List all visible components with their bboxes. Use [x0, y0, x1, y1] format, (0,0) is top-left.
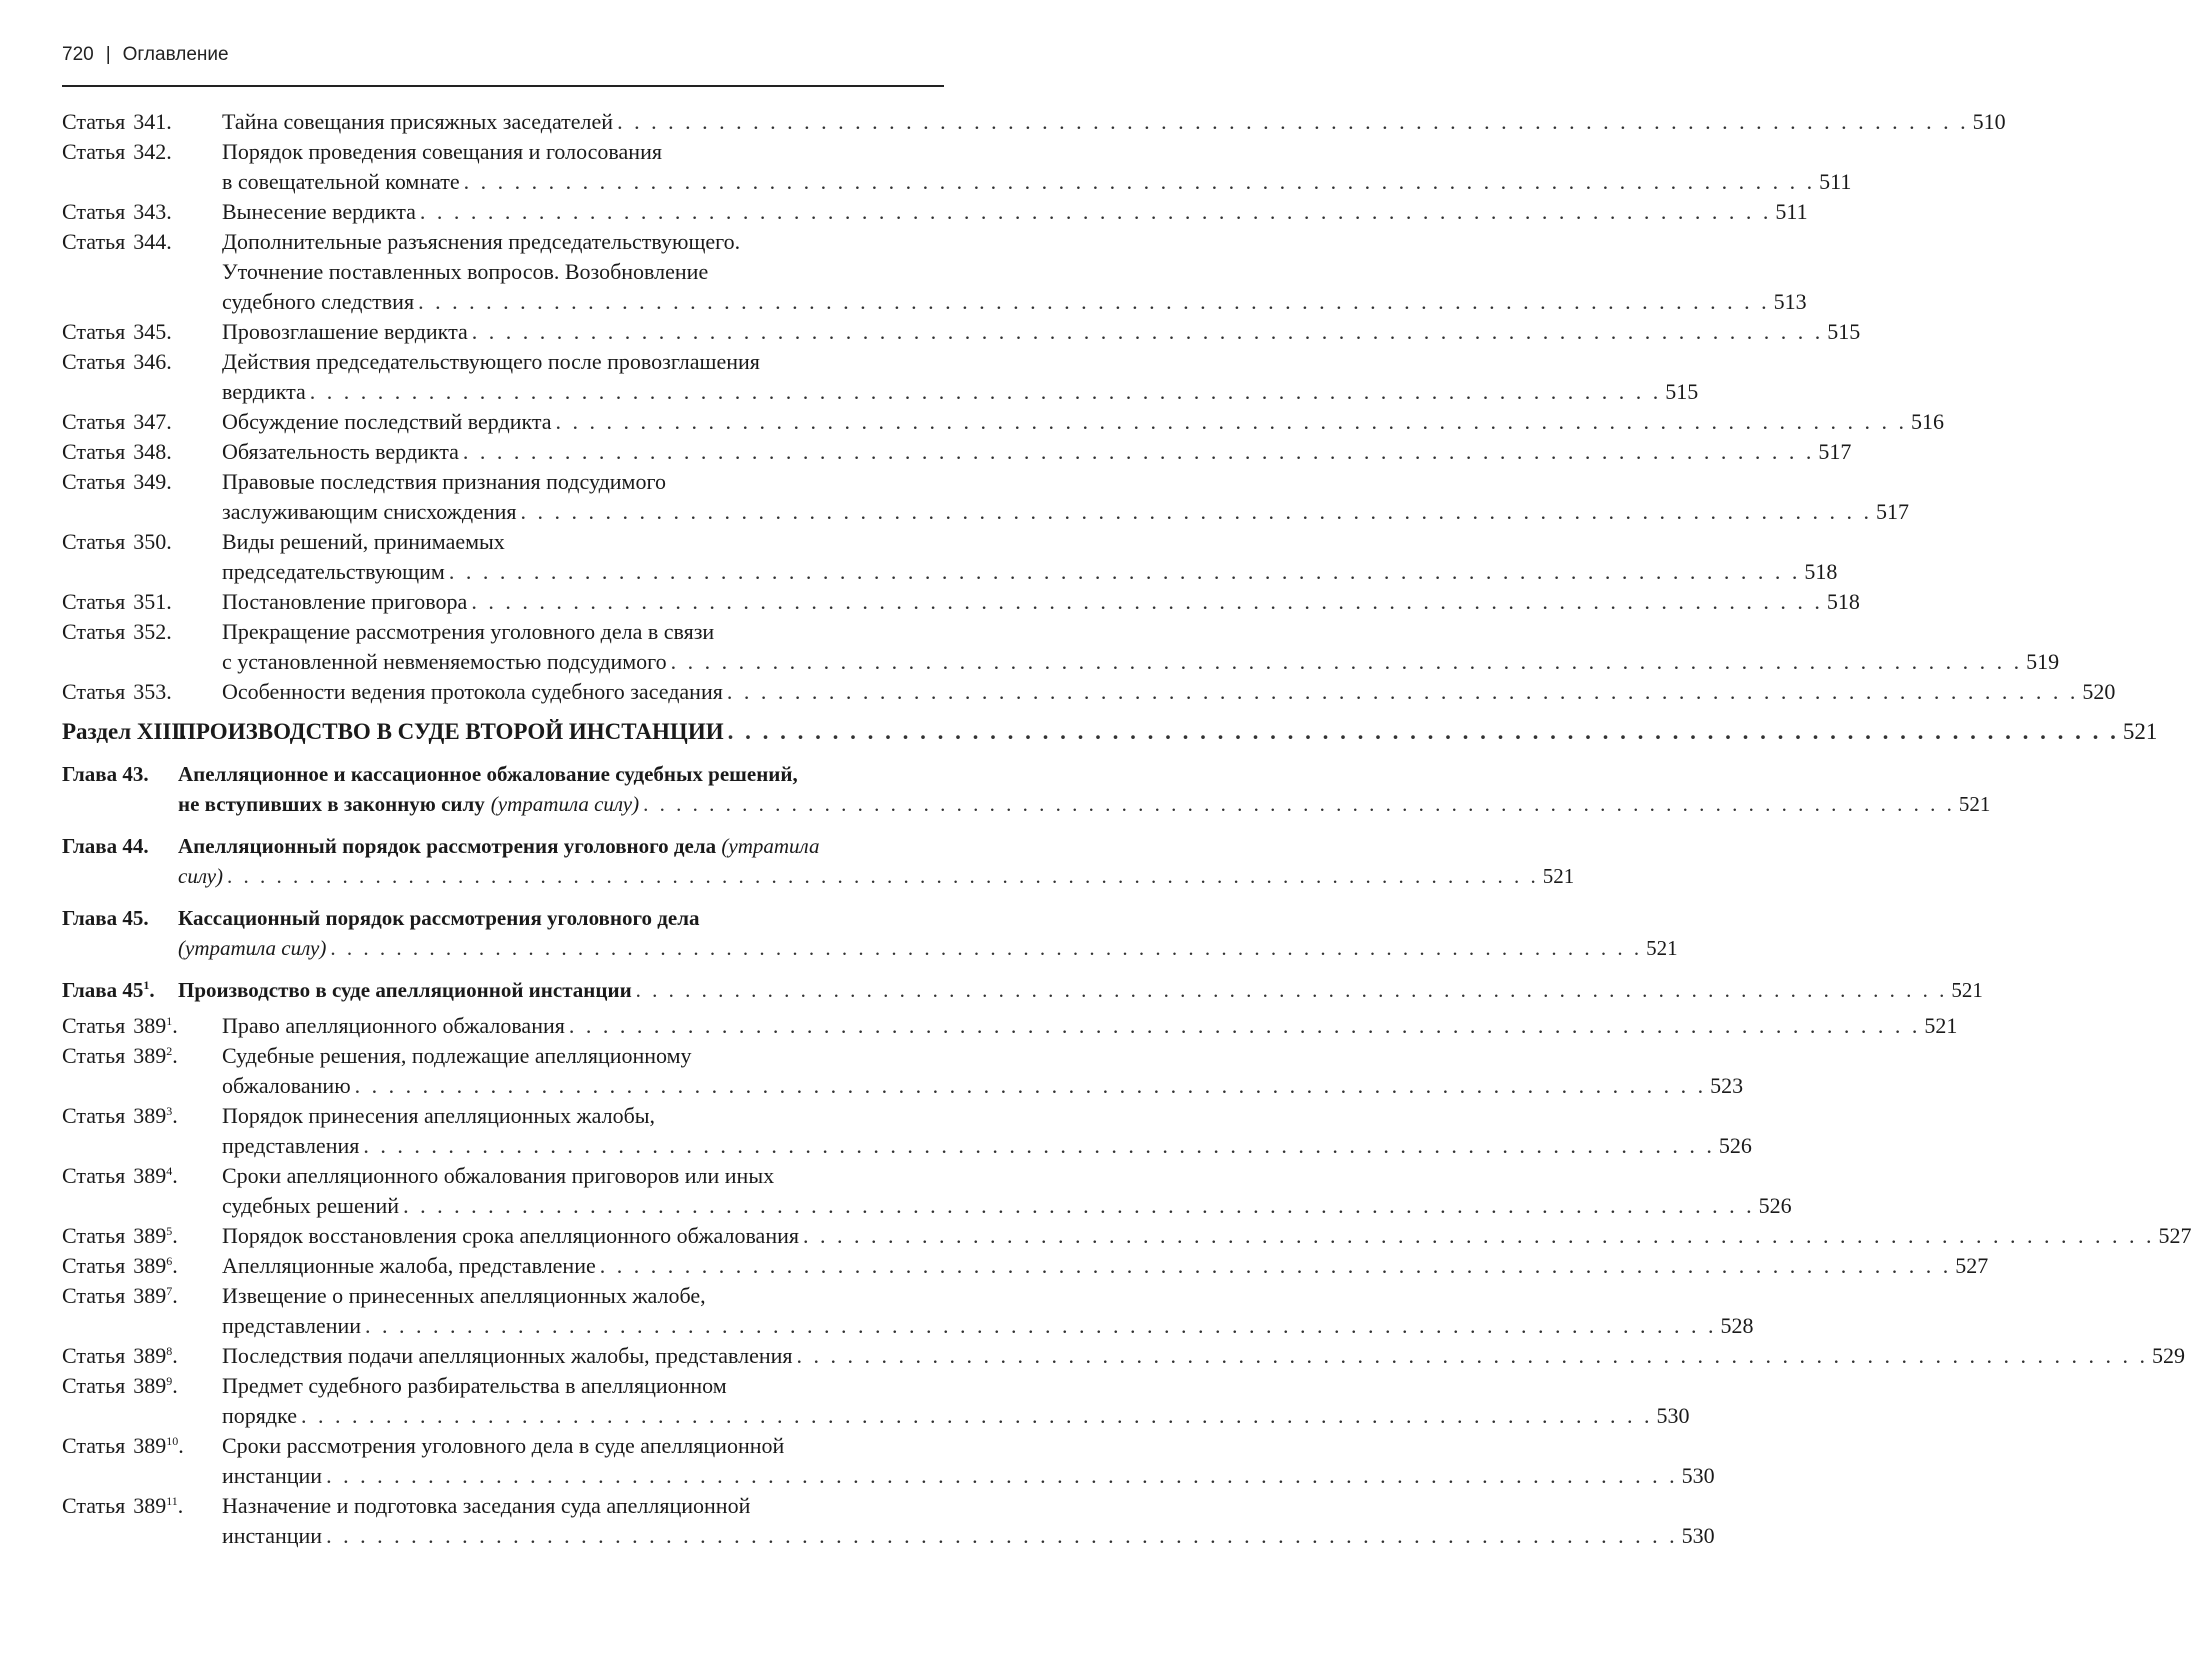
toc-entry[interactable]: [62, 227, 1807, 317]
chapter-note: (утратила: [721, 834, 820, 858]
toc-entry-body: [222, 407, 1945, 437]
chapter-title-text: Апелляционный порядок рассмотрения уголовного дела: [178, 834, 717, 858]
chapter-page: 521: [1951, 978, 1983, 1002]
toc-entry-body: [222, 227, 1807, 317]
article-label: Статья $389^7$.: [62, 1283, 178, 1308]
article-number: 389: [133, 1493, 167, 1518]
toc-entry-body: [222, 587, 1860, 617]
toc-entry-title: судебного следствия: [222, 289, 415, 314]
toc-entry-body: [222, 617, 2060, 677]
header-rule: [62, 85, 944, 87]
article-number: 343.: [133, 199, 172, 224]
toc-entry-page: 511: [1775, 199, 1808, 224]
toc-entry-title: Обсуждение последствий вердикта: [222, 409, 552, 434]
toc-entry-title-line: Прекращение рассмотрения уголовного дела в связи: [222, 619, 715, 644]
article-label: Статья $389^4$.: [62, 1163, 178, 1188]
toc-entry-last-line: [222, 647, 2060, 677]
toc-entry-page: 520: [2082, 679, 2116, 704]
dot-leader: . . . . . . . . . . . . . . . . . . . . . . . . . . . . . . . . . . . . . . . . . . . . . . . . . . . . . . . . . . . . . . . . . . . . . . . . . . . . . . . .: [354, 1073, 1707, 1098]
article-word: Статья: [62, 1163, 126, 1188]
toc-entry-page: 523: [1710, 1073, 1744, 1098]
chapter-entry[interactable]: [62, 975, 1983, 1005]
toc-entry-page: 518: [1826, 589, 1860, 614]
chapter-title-line: [178, 903, 944, 933]
toc-entry-page: 513: [1773, 289, 1807, 314]
dot-leader: . . . . . . . . . . . . . . . . . . . . . . . . . . . . . . . . . . . . . . . . . . . . . . . . . . . . . . . . . . . . . . . . . . . . . . . . . . . . . . . .: [643, 792, 1955, 816]
chapter-last-line: [178, 789, 1991, 819]
article-word: Статья: [62, 1493, 126, 1518]
toc-entry[interactable]: [62, 1161, 1792, 1221]
article-superscript: 3: [166, 1104, 173, 1118]
chapter-number: Глава 43.: [62, 762, 149, 786]
toc-entry-title-line: Предмет судебного разбирательства в апелляционном: [222, 1373, 727, 1398]
article-label: [62, 407, 222, 437]
article-number: 389: [133, 1253, 167, 1278]
dot-leader: . . . . . . . . . . . . . . . . . . . . . . . . . . . . . . . . . . . . . . . . . . . . . . . . . . . . . . . . . . . . . . . . . . . . . . . . . . . . . . . .: [326, 1463, 1678, 1488]
toc-entry-title: Порядок восстановления срока апелляционного обжалования: [222, 1223, 799, 1248]
toc-entry-title: с установленной невменяемостью подсудимого: [222, 649, 667, 674]
dot-leader: . . . . . . . . . . . . . . . . . . . . . . . . . . . . . . . . . . . . . . . . . . . . . . . . . . . . . . . . . . . . . . . . . . . . . . . . . . . . . . . .: [301, 1403, 1653, 1428]
toc-entry[interactable]: [62, 1221, 2191, 1251]
article-label: Статья $389^{10}$.: [62, 1433, 184, 1458]
article-word: Статья: [62, 229, 126, 254]
article-label: [62, 317, 222, 347]
article-label: [62, 107, 222, 137]
chapter-suffix: .: [149, 978, 155, 1002]
toc-entry[interactable]: [62, 197, 1808, 227]
chapter-note: (утратила силу): [178, 936, 327, 960]
toc-entry-body: [222, 1101, 1752, 1161]
toc-entry-title: председательствующим: [222, 559, 445, 584]
article-number: 341.: [133, 109, 172, 134]
article-label: [62, 137, 222, 197]
toc-entry-body: [222, 107, 2006, 137]
toc-entry-last-line: [222, 677, 2116, 707]
chapter-title-text: Апелляционное и кассационное обжалование судебных решений,: [178, 762, 798, 786]
dot-leader: . . . . . . . . . . . . . . . . . . . . . . . . . . . . . . . . . . . . . . . . . . . . . . . . . . . . . . . . . . . . . . . . . . . . . . . . . . . . . . . .: [635, 978, 1948, 1002]
chapter-entry[interactable]: [62, 831, 1575, 891]
toc-entry-body: [222, 1341, 2185, 1371]
toc-entry-title-line: Дополнительные разъяснения председательствующего.: [222, 229, 741, 254]
chapter-last-line: [178, 861, 1575, 891]
chapter-title-text: Производство в суде апелляционной инстанции: [178, 978, 632, 1002]
section-body: [178, 717, 2158, 747]
toc-entry[interactable]: [62, 467, 1910, 527]
toc-entry[interactable]: [62, 1041, 1744, 1101]
article-word: Статья: [62, 1343, 126, 1368]
toc-entry-title: представлении: [222, 1313, 362, 1338]
toc-entry-last-line: [178, 717, 2158, 747]
dot-leader: . . . . . . . . . . . . . . . . . . . . . . . . . . . . . . . . . . . . . . . . . . . . . . . . . . . . . . . . . . . . . . . . . . . . . . . . . . . . . . . .: [403, 1193, 1755, 1218]
toc-entry-page: 527: [1955, 1253, 1989, 1278]
dot-leader: . . . . . . . . . . . . . . . . . . . . . . . . . . . . . . . . . . . . . . . . . . . . . . . . . . . . . . . . . . . . . . . . . . . . . . . . . . . . . . . .: [471, 589, 1823, 614]
toc-entry-body: [222, 137, 1852, 197]
article-number: 389: [133, 1103, 167, 1128]
article-word: Статья: [62, 139, 126, 164]
article-number: 351.: [133, 589, 172, 614]
toc-entry-last-line: [222, 1311, 1754, 1341]
article-label: [62, 347, 222, 407]
article-number: 353.: [133, 679, 172, 704]
toc-entry-body: [222, 1041, 1744, 1101]
toc-entry[interactable]: [62, 587, 1860, 617]
toc-entry-last-line: [222, 557, 1838, 587]
article-word: Статья: [62, 409, 126, 434]
article-word: Статья: [62, 1283, 126, 1308]
article-number: 348.: [133, 439, 172, 464]
chapter-number: Глава 45.: [62, 906, 149, 930]
toc-entry-page: 517: [1818, 439, 1852, 464]
toc-entry-title-line: Виды решений, принимаемых: [222, 529, 505, 554]
article-superscript: 2: [166, 1044, 173, 1058]
toc-entry-body: [222, 437, 1852, 467]
article-label: [62, 587, 222, 617]
article-label: Статья $389^1$.: [62, 1013, 178, 1038]
chapter-label: [62, 975, 178, 1005]
toc-entry-last-line: [222, 1221, 2191, 1251]
article-number: 344.: [133, 229, 172, 254]
toc-entry-page: 511: [1819, 169, 1852, 194]
chapter-body: [178, 831, 1575, 891]
chapter-label: [62, 831, 178, 891]
toc-entry-page: 526: [1758, 1193, 1792, 1218]
dot-leader: . . . . . . . . . . . . . . . . . . . . . . . . . . . . . . . . . . . . . . . . . . . . . . . . . . . . . . . . . . . . . . . . . . . . . . . . . . . . . . . .: [726, 679, 2079, 704]
article-word: Статья: [62, 1103, 126, 1128]
dot-leader: . . . . . . . . . . . . . . . . . . . . . . . . . . . . . . . . . . . . . . . . . . . . . . . . . . . . . . . . . . . . . . . . . . . . . . . . . . . . . . . .: [555, 409, 1908, 434]
toc-entry-page: 510: [1972, 109, 2006, 134]
toc-entry-page: 517: [1876, 499, 1910, 524]
toc-entry-title-line: Действия председательствующего после провозглашения: [222, 349, 760, 374]
article-number: 347.: [133, 409, 172, 434]
toc-entry-page: 519: [2026, 649, 2060, 674]
toc-entry-body: [222, 1011, 1958, 1041]
article-word: Статья: [62, 349, 126, 374]
toc-entry[interactable]: [62, 617, 2060, 677]
chapter-number: Глава 44.: [62, 834, 149, 858]
article-number: 352.: [133, 619, 172, 644]
dot-leader: . . . . . . . . . . . . . . . . . . . . . . . . . . . . . . . . . . . . . . . . . . . . . . . . . . . . . . . . . . . . . . . . . . . . . . . . . . . . . . . .: [727, 719, 2119, 744]
toc-entry-body: [222, 1251, 1989, 1281]
chapter-entry[interactable]: [62, 759, 1991, 819]
article-word: Статья: [62, 1253, 126, 1278]
toc-entry-title-line: Порядок проведения совещания и голосования: [222, 139, 662, 164]
toc-entry[interactable]: [62, 1341, 2185, 1371]
dot-leader: . . . . . . . . . . . . . . . . . . . . . . . . . . . . . . . . . . . . . . . . . . . . . . . . . . . . . . . . . . . . . . . . . . . . . . . . . . . . . . . .: [463, 169, 1816, 194]
article-label: Статья $389^3$.: [62, 1103, 178, 1128]
section-heading[interactable]: [62, 717, 2158, 747]
article-superscript: 6: [166, 1254, 173, 1268]
toc-entry-page: 521: [1924, 1013, 1958, 1038]
toc-entry-title: судебных решений: [222, 1193, 400, 1218]
dot-leader: . . . . . . . . . . . . . . . . . . . . . . . . . . . . . . . . . . . . . . . . . . . . . . . . . . . . . . . . . . . . . . . . . . . . . . . . . . . . . . . .: [227, 864, 1539, 888]
chapter-page: 521: [1646, 936, 1678, 960]
toc-entry-page: 521: [2122, 719, 2158, 744]
page-number: 720: [62, 44, 94, 65]
toc-entry[interactable]: [62, 347, 1699, 407]
toc-entry[interactable]: [62, 137, 1852, 197]
toc-entry-title: представления: [222, 1133, 360, 1158]
toc-entry-last-line: [222, 1461, 1715, 1491]
toc-entry[interactable]: [62, 1491, 1715, 1551]
article-word: Статья: [62, 1043, 126, 1068]
toc-entry-body: [222, 317, 1861, 347]
article-word: Статья: [62, 319, 126, 344]
toc-entry-page: 516: [1911, 409, 1945, 434]
article-word: Статья: [62, 589, 126, 614]
toc-entry[interactable]: [62, 1431, 1715, 1491]
article-word: Статья: [62, 529, 126, 554]
article-superscript: 5: [166, 1224, 173, 1238]
toc-entry-title: Последствия подачи апелляционных жалобы, представления: [222, 1343, 793, 1368]
article-number: 389: [133, 1043, 167, 1068]
toc-entry-title: ПРОИЗВОДСТВО В СУДЕ ВТОРОЙ ИНСТАНЦИИ: [178, 719, 724, 744]
toc-entry[interactable]: [62, 1251, 1989, 1281]
article-word: Статья: [62, 679, 126, 704]
chapter-label: [62, 903, 178, 963]
toc-entry-body: [222, 677, 2116, 707]
article-number: 346.: [133, 349, 172, 374]
chapter-note: силу): [178, 864, 224, 888]
article-label: [62, 197, 222, 227]
toc-entry-title-line: Правовые последствия признания подсудимого: [222, 469, 666, 494]
toc-entry-last-line: [222, 1191, 1792, 1221]
article-superscript: 4: [166, 1164, 173, 1178]
toc-entry-last-line: [222, 587, 1860, 617]
toc-entry-title: Вынесение вердикта: [222, 199, 416, 224]
toc-entry-title: Апелляционные жалоба, представление: [222, 1253, 596, 1278]
chapter-label: [62, 759, 178, 819]
article-word: Статья: [62, 199, 126, 224]
toc-entry-page: 527: [2158, 1223, 2191, 1248]
dot-leader: . . . . . . . . . . . . . . . . . . . . . . . . . . . . . . . . . . . . . . . . . . . . . . . . . . . . . . . . . . . . . . . . . . . . . . . . . . . . . . . .: [568, 1013, 1921, 1038]
article-label: Статья $389^5$.: [62, 1223, 178, 1248]
dot-leader: . . . . . . . . . . . . . . . . . . . . . . . . . . . . . . . . . . . . . . . . . . . . . . . . . . . . . . . . . . . . . . . . . . . . . . . . . . . . . . . .: [520, 499, 1873, 524]
chapter-body: [178, 975, 1983, 1005]
article-number: 389: [133, 1013, 167, 1038]
toc-entry-last-line: [222, 197, 1808, 227]
toc-entry-title: в совещательной комнате: [222, 169, 460, 194]
toc-entry-last-line: [222, 287, 1807, 317]
chapter-page: 521: [1958, 792, 1991, 816]
chapter-page: 521: [1542, 864, 1575, 888]
article-word: Статья: [62, 439, 126, 464]
toc-entry[interactable]: [62, 317, 1861, 347]
toc-entry[interactable]: [62, 527, 1838, 587]
article-label: Статья $389^9$.: [62, 1373, 178, 1398]
toc-entry-body: [222, 527, 1838, 587]
toc-entry-page: 515: [1827, 319, 1861, 344]
toc-entry[interactable]: [62, 1011, 1958, 1041]
toc-entry[interactable]: [62, 1281, 1754, 1341]
chapter-last-line: [178, 975, 1983, 1005]
toc-entry-last-line: [222, 1341, 2185, 1371]
header-separator: |: [105, 44, 111, 65]
dot-leader: . . . . . . . . . . . . . . . . . . . . . . . . . . . . . . . . . . . . . . . . . . . . . . . . . . . . . . . . . . . . . . . . . . . . . . . . . . . . . . . .: [363, 1133, 1715, 1158]
article-number: 389: [133, 1223, 167, 1248]
toc-entry-last-line: [222, 437, 1852, 467]
toc-entry-title: порядке: [222, 1403, 297, 1428]
toc-entry-title: вердикта: [222, 379, 306, 404]
toc-entry-title-line: Уточнение поставленных вопросов. Возобновление: [222, 259, 709, 284]
dot-leader: . . . . . . . . . . . . . . . . . . . . . . . . . . . . . . . . . . . . . . . . . . . . . . . . . . . . . . . . . . . . . . . . . . . . . . . . . . . . . . . .: [462, 439, 1815, 464]
toc-entry-title: обжалованию: [222, 1073, 351, 1098]
toc-entry-last-line: [222, 497, 1910, 527]
toc-entry[interactable]: [62, 407, 1945, 437]
toc-entry[interactable]: [62, 1371, 1690, 1431]
article-label: [62, 467, 222, 527]
article-label: [62, 677, 222, 707]
article-number: 389: [133, 1163, 167, 1188]
dot-leader: . . . . . . . . . . . . . . . . . . . . . . . . . . . . . . . . . . . . . . . . . . . . . . . . . . . . . . . . . . . . . . . . . . . . . . . . . . . . . . . .: [471, 319, 1824, 344]
toc-entry-page: 530: [1681, 1523, 1715, 1548]
article-superscript: 8: [166, 1344, 173, 1358]
toc-entry-title: Право апелляционного обжалования: [222, 1013, 565, 1038]
article-number: 389: [133, 1433, 167, 1458]
toc-entry-body: [222, 347, 1699, 407]
chapter-title-line: [178, 831, 944, 861]
chapter-title-text: не вступивших в законную силу: [178, 792, 485, 816]
toc-entry[interactable]: [62, 107, 2006, 137]
article-number: 350.: [133, 529, 172, 554]
chapter-entry[interactable]: [62, 903, 1678, 963]
dot-leader: . . . . . . . . . . . . . . . . . . . . . . . . . . . . . . . . . . . . . . . . . . . . . . . . . . . . . . . . . . . . . . . . . . . . . . . . . . . . . . . .: [796, 1343, 2148, 1368]
article-label: [62, 227, 222, 317]
toc-entry-body: [222, 1281, 1754, 1341]
article-word: Статья: [62, 619, 126, 644]
toc-entry-body: [222, 1491, 1715, 1551]
article-label: [62, 617, 222, 677]
toc-entry-body: [222, 467, 1910, 527]
dot-leader: . . . . . . . . . . . . . . . . . . . . . . . . . . . . . . . . . . . . . . . . . . . . . . . . . . . . . . . . . . . . . . . . . . . . . . . . . . . . . . . .: [365, 1313, 1717, 1338]
toc-entry-last-line: [222, 377, 1699, 407]
toc-entry-title-line: Сроки рассмотрения уголовного дела в суде апелляционной: [222, 1433, 785, 1458]
toc-entry-title: Постановление приговора: [222, 589, 468, 614]
article-superscript: 1: [166, 1014, 173, 1028]
dot-leader: . . . . . . . . . . . . . . . . . . . . . . . . . . . . . . . . . . . . . . . . . . . . . . . . . . . . . . . . . . . . . . . . . . . . . . . . . . . . . . . .: [599, 1253, 1952, 1278]
article-number: 389: [133, 1283, 167, 1308]
article-word: Статья: [62, 1433, 126, 1458]
toc-entry-body: [222, 197, 1808, 227]
toc-entry-last-line: [222, 1011, 1958, 1041]
toc-entry-page: 528: [1720, 1313, 1754, 1338]
toc-entry-title-line: Назначение и подготовка заседания суда апелляционной: [222, 1493, 751, 1518]
section-label: Раздел XIII.: [62, 719, 187, 744]
article-label: Статья $389^6$.: [62, 1253, 178, 1278]
toc-entry-title-line: Судебные решения, подлежащие апелляционному: [222, 1043, 692, 1068]
toc-entry-page: 526: [1718, 1133, 1752, 1158]
article-word: Статья: [62, 1013, 126, 1038]
toc-entry-body: [222, 1221, 2191, 1251]
article-superscript: 9: [166, 1374, 173, 1388]
toc-entry-last-line: [222, 407, 1945, 437]
chapter-body: [178, 903, 1678, 963]
chapter-last-line: [178, 933, 1678, 963]
article-number: 342.: [133, 139, 172, 164]
toc-entry-last-line: [222, 1071, 1744, 1101]
article-label: [62, 527, 222, 587]
dot-leader: . . . . . . . . . . . . . . . . . . . . . . . . . . . . . . . . . . . . . . . . . . . . . . . . . . . . . . . . . . . . . . . . . . . . . . . . . . . . . . . .: [670, 649, 2023, 674]
article-superscript: 11: [166, 1494, 178, 1508]
toc-entry-title: Провозглашение вердикта: [222, 319, 468, 344]
article-word: Статья: [62, 1223, 126, 1248]
article-word: Статья: [62, 1373, 126, 1398]
article-label: Статья $389^8$.: [62, 1343, 178, 1368]
article-number: 389: [133, 1343, 167, 1368]
dot-leader: . . . . . . . . . . . . . . . . . . . . . . . . . . . . . . . . . . . . . . . . . . . . . . . . . . . . . . . . . . . . . . . . . . . . . . . . . . . . . . . .: [326, 1523, 1678, 1548]
toc-entry-title-line: Сроки апелляционного обжалования приговоров или иных: [222, 1163, 775, 1188]
article-superscript: 7: [166, 1284, 173, 1298]
dot-leader: . . . . . . . . . . . . . . . . . . . . . . . . . . . . . . . . . . . . . . . . . . . . . . . . . . . . . . . . . . . . . . . . . . . . . . . . . . . . . . . .: [418, 289, 1770, 314]
article-number: 349.: [133, 469, 172, 494]
article-word: Статья: [62, 469, 126, 494]
running-header: [62, 44, 944, 66]
toc-entry[interactable]: [62, 1101, 1752, 1161]
article-label: Статья $389^{11}$.: [62, 1493, 184, 1518]
toc-entry-page: 530: [1681, 1463, 1715, 1488]
dot-leader: . . . . . . . . . . . . . . . . . . . . . . . . . . . . . . . . . . . . . . . . . . . . . . . . . . . . . . . . . . . . . . . . . . . . . . . . . . . . . . . .: [309, 379, 1662, 404]
toc-entry-title: Обязательность вердикта: [222, 439, 459, 464]
toc-entry-last-line: [222, 1131, 1752, 1161]
toc-entry-last-line: [222, 1521, 1715, 1551]
article-superscript: 10: [166, 1434, 179, 1448]
toc-entry-last-line: [222, 317, 1861, 347]
toc-entry-body: [222, 1161, 1792, 1221]
toc-entry-title: инстанции: [222, 1523, 323, 1548]
chapter-note: (утратила силу): [490, 792, 640, 816]
toc-entry[interactable]: [62, 437, 1852, 467]
toc-entry-body: [222, 1431, 1715, 1491]
dot-leader: . . . . . . . . . . . . . . . . . . . . . . . . . . . . . . . . . . . . . . . . . . . . . . . . . . . . . . . . . . . . . . . . . . . . . . . . . . . . . . . .: [617, 109, 1969, 134]
toc-entry-title: Особенности ведения протокола судебного заседания: [222, 679, 723, 704]
article-label: [62, 437, 222, 467]
toc-entry[interactable]: [62, 677, 2116, 707]
toc-entry-page: 530: [1656, 1403, 1690, 1428]
toc-entry-body: [222, 1371, 1690, 1431]
toc-entry-page: 518: [1804, 559, 1838, 584]
toc-entry-title: Тайна совещания присяжных заседателей: [222, 109, 614, 134]
toc-entry-page: 515: [1665, 379, 1699, 404]
article-number: 389: [133, 1373, 167, 1398]
table-of-contents: [62, 107, 2191, 1551]
article-number: 345.: [133, 319, 172, 344]
toc-entry-title: инстанции: [222, 1463, 323, 1488]
article-word: Статья: [62, 109, 126, 134]
chapter-number: Глава 45: [62, 978, 144, 1002]
chapter-superscript: 1: [143, 978, 150, 992]
toc-entry-last-line: [222, 107, 2006, 137]
toc-entry-last-line: [222, 1251, 1989, 1281]
dot-leader: . . . . . . . . . . . . . . . . . . . . . . . . . . . . . . . . . . . . . . . . . . . . . . . . . . . . . . . . . . . . . . . . . . . . . . . . . . . . . . . .: [419, 199, 1772, 224]
dot-leader: . . . . . . . . . . . . . . . . . . . . . . . . . . . . . . . . . . . . . . . . . . . . . . . . . . . . . . . . . . . . . . . . . . . . . . . . . . . . . . . .: [802, 1223, 2155, 1248]
toc-entry-title-line: Извещение о принесенных апелляционных жалобе,: [222, 1283, 706, 1308]
chapter-body: [178, 759, 1991, 819]
chapter-title-text: Кассационный порядок рассмотрения уголовного дела: [178, 906, 700, 930]
chapter-title-line: [178, 759, 944, 789]
toc-entry-title: заслуживающим снисхождения: [222, 499, 517, 524]
dot-leader: . . . . . . . . . . . . . . . . . . . . . . . . . . . . . . . . . . . . . . . . . . . . . . . . . . . . . . . . . . . . . . . . . . . . . . . . . . . . . . . .: [448, 559, 1801, 584]
dot-leader: . . . . . . . . . . . . . . . . . . . . . . . . . . . . . . . . . . . . . . . . . . . . . . . . . . . . . . . . . . . . . . . . . . . . . . . . . . . . . . . .: [330, 936, 1643, 960]
header-title: Оглавление: [122, 44, 229, 65]
article-label: Статья $389^2$.: [62, 1043, 178, 1068]
toc-entry-last-line: [222, 1401, 1690, 1431]
toc-entry-title-line: Порядок принесения апелляционных жалобы,: [222, 1103, 656, 1128]
toc-entry-page: 529: [2152, 1343, 2185, 1368]
toc-entry-last-line: [222, 167, 1852, 197]
